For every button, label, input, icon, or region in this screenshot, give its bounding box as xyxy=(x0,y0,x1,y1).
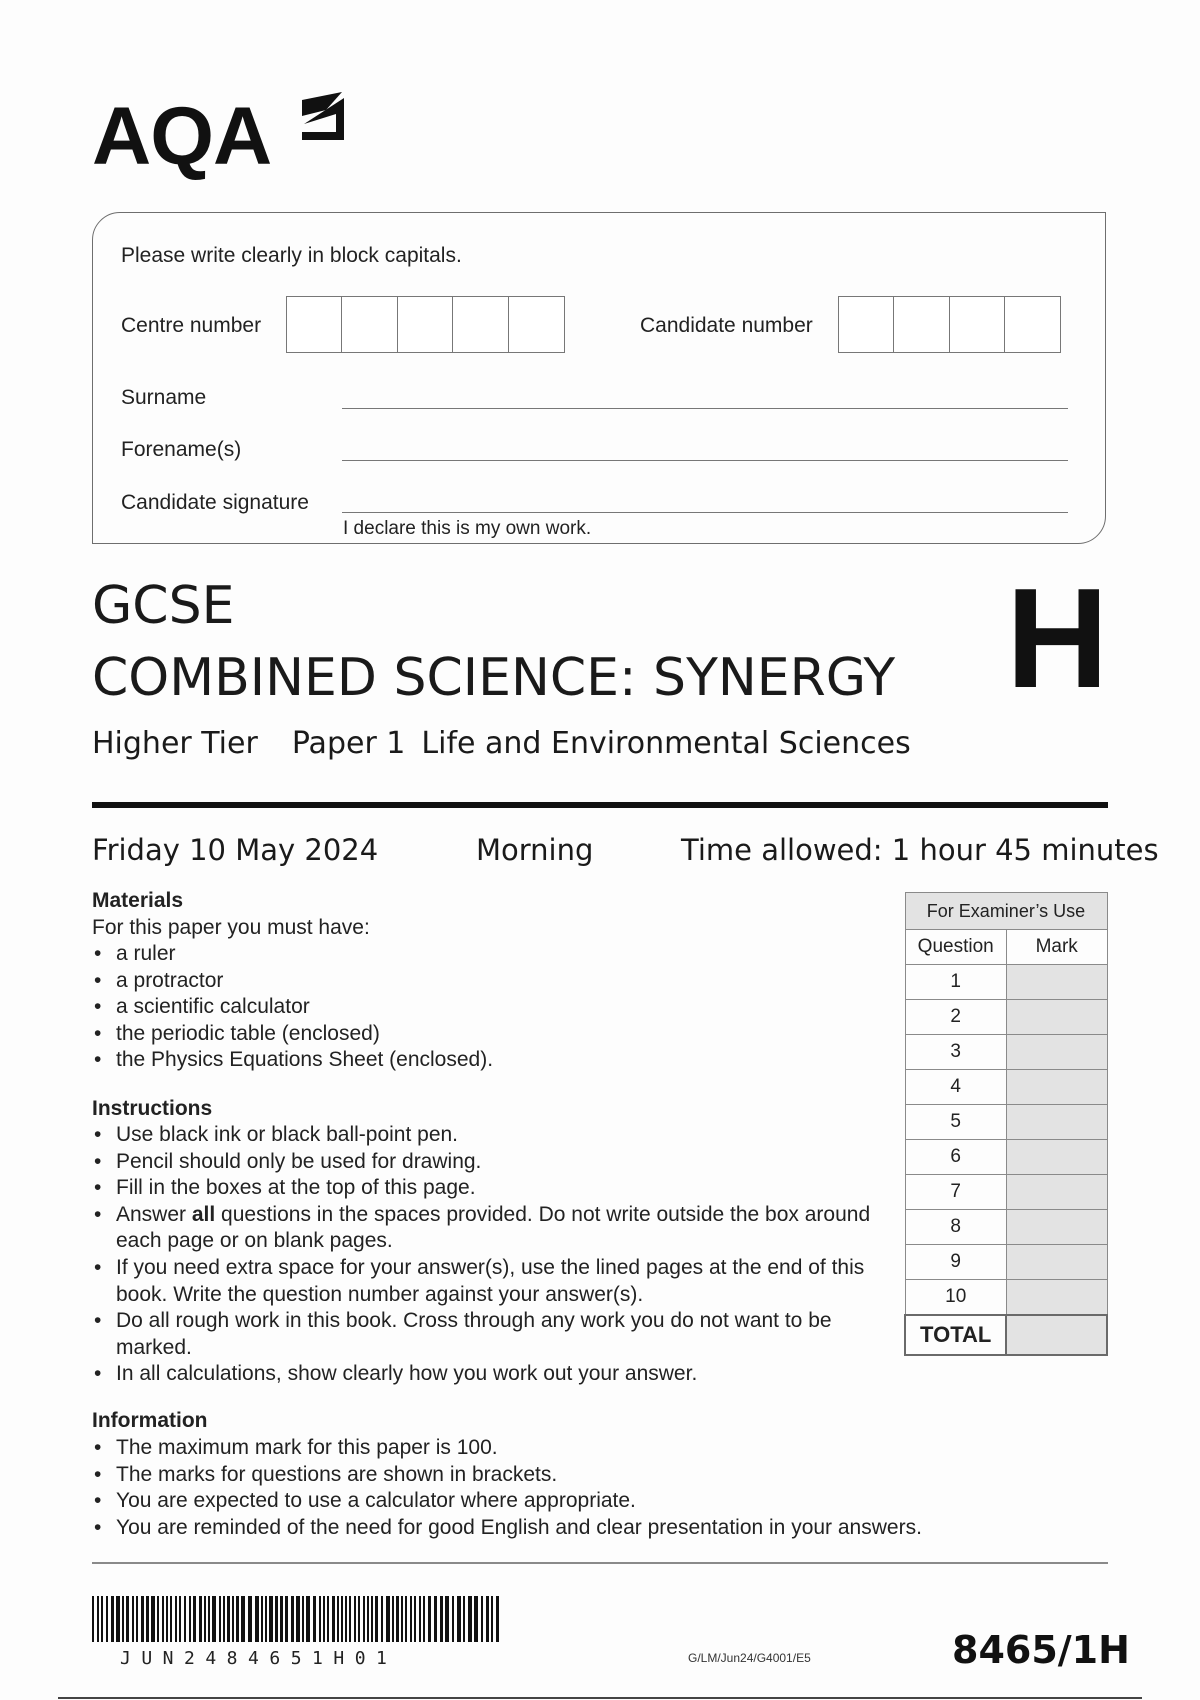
materials-list xyxy=(92,941,852,1074)
mark-cell xyxy=(1006,1210,1107,1245)
qualification-title: GCSE xyxy=(92,576,235,636)
paper-label: Paper 1 xyxy=(291,726,406,761)
list-item xyxy=(92,1202,872,1255)
candidate-digit-box[interactable] xyxy=(838,296,895,353)
footer-divider xyxy=(92,1562,1108,1564)
subject-title: COMBINED SCIENCE: SYNERGY xyxy=(92,648,896,708)
list-item: • a scientific calculator xyxy=(92,994,852,1021)
list-item: • In all calculations, show clearly how you work out your answer. xyxy=(92,1361,872,1388)
tier-line xyxy=(92,726,911,761)
list-item: • Pencil should only be used for drawing. xyxy=(92,1149,872,1176)
tier-label: Higher Tier xyxy=(92,726,258,761)
aqa-logo-text: AQA xyxy=(92,91,272,182)
instruction-text: Answer xyxy=(116,1202,192,1226)
paper-code: 8465/1H xyxy=(952,1628,1130,1672)
candidate-number-label: Candidate number xyxy=(640,314,813,337)
materials-heading: Materials xyxy=(92,889,184,912)
surname-label: Surname xyxy=(121,386,207,409)
list-item: • a protractor xyxy=(92,968,852,995)
question-number: 6 xyxy=(905,1140,1006,1175)
list-item: • If you need extra space for your answer(s), use the lined pages at the end of this book. Write the question number against your answer(s). xyxy=(92,1255,872,1308)
aqa-logo-mark-icon xyxy=(296,90,350,146)
materials-intro: For this paper you must have: xyxy=(92,916,370,939)
mark-column-header: Mark xyxy=(1006,930,1107,965)
list-item: • the periodic table (enclosed) xyxy=(92,1021,852,1048)
candidate-digit-box[interactable] xyxy=(949,296,1006,353)
forenames-label: Forename(s) xyxy=(121,438,242,461)
candidate-digit-box[interactable] xyxy=(893,296,950,353)
question-number: 10 xyxy=(905,1280,1006,1316)
instruction-emphasis: all xyxy=(191,1202,216,1226)
surname-line[interactable] xyxy=(342,408,1068,409)
question-number: 2 xyxy=(905,1000,1006,1035)
tier-letter: H xyxy=(1006,559,1109,718)
list-item: • Use black ink or black ball-point pen. xyxy=(92,1122,872,1149)
mark-cell xyxy=(1006,1000,1107,1035)
mark-cell xyxy=(1006,1280,1107,1316)
centre-digit-box[interactable] xyxy=(397,296,454,353)
instruction-text: questions in the spaces provided. Do not write outside the box around each page or on blank pages. xyxy=(116,1202,871,1253)
question-number: 5 xyxy=(905,1105,1006,1140)
exam-date: Friday 10 May 2024 xyxy=(92,833,379,867)
question-number: 3 xyxy=(905,1035,1006,1070)
information-heading: Information xyxy=(92,1409,208,1432)
question-number: 8 xyxy=(905,1210,1006,1245)
block-capitals-instruction: Please write clearly in block capitals. xyxy=(121,244,462,267)
reference-code: G/LM/Jun24/G4001/E5 xyxy=(688,1651,811,1665)
list-item: • The maximum mark for this paper is 100. xyxy=(92,1435,1052,1462)
mark-cell xyxy=(1006,965,1107,1000)
list-item: • Fill in the boxes at the top of this page. xyxy=(92,1175,872,1202)
forenames-line[interactable] xyxy=(342,460,1068,461)
mark-cell xyxy=(1006,1245,1107,1280)
mark-cell xyxy=(1006,1140,1107,1175)
question-number: 4 xyxy=(905,1070,1006,1105)
page-bottom-rule xyxy=(58,1697,1142,1699)
instructions-heading: Instructions xyxy=(92,1097,213,1120)
centre-digit-box[interactable] xyxy=(286,296,343,353)
centre-digit-box[interactable] xyxy=(452,296,509,353)
examiner-use-table xyxy=(904,892,1108,1356)
total-mark-cell xyxy=(1006,1315,1107,1355)
examiner-table-title: For Examiner’s Use xyxy=(905,893,1107,930)
centre-number-label: Centre number xyxy=(121,314,262,337)
question-number: 1 xyxy=(905,965,1006,1000)
mark-cell xyxy=(1006,1035,1107,1070)
title-divider xyxy=(92,802,1108,808)
total-label: TOTAL xyxy=(905,1315,1006,1355)
mark-cell xyxy=(1006,1070,1107,1105)
candidate-number-boxes[interactable] xyxy=(839,296,1061,353)
candidate-digit-box[interactable] xyxy=(1004,296,1061,353)
centre-digit-box[interactable] xyxy=(341,296,398,353)
list-item: • You are expected to use a calculator where appropriate. xyxy=(92,1488,1052,1515)
question-column-header: Question xyxy=(905,930,1006,965)
list-item: • You are reminded of the need for good English and clear presentation in your answers. xyxy=(92,1515,1052,1542)
question-number: 9 xyxy=(905,1245,1006,1280)
list-item: • The marks for questions are shown in brackets. xyxy=(92,1462,1052,1489)
mark-cell xyxy=(1006,1175,1107,1210)
declaration-text: I declare this is my own work. xyxy=(343,518,592,539)
barcode-icon xyxy=(92,1596,502,1654)
time-allowed: Time allowed: 1 hour 45 minutes xyxy=(681,833,1159,867)
centre-number-boxes[interactable] xyxy=(287,296,565,353)
list-item: • a ruler xyxy=(92,941,852,968)
list-item: • Do all rough work in this book. Cross through any work you do not want to be marked. xyxy=(92,1308,872,1361)
barcode-digits: JUN2484651H01 xyxy=(120,1648,398,1669)
question-number: 7 xyxy=(905,1175,1006,1210)
signature-line[interactable] xyxy=(342,512,1068,513)
information-list xyxy=(92,1435,1052,1541)
instructions-list xyxy=(92,1122,872,1388)
list-item: • the Physics Equations Sheet (enclosed). xyxy=(92,1047,852,1074)
mark-cell xyxy=(1006,1105,1107,1140)
exam-session: Morning xyxy=(476,833,594,867)
paper-title: Life and Environmental Sciences xyxy=(421,726,911,761)
signature-label: Candidate signature xyxy=(121,491,309,514)
centre-digit-box[interactable] xyxy=(508,296,565,353)
